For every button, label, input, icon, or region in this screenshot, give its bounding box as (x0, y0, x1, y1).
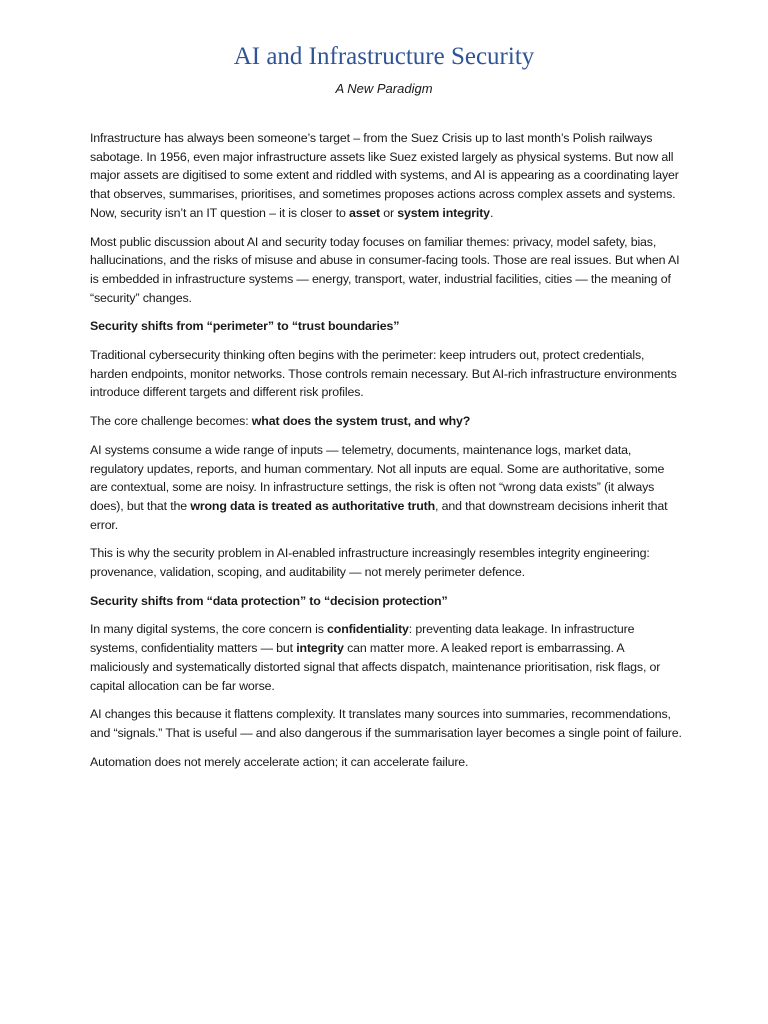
text-run: The core challenge becomes: (90, 414, 252, 429)
paragraph-integrity-engineering: This is why the security problem in AI-enabled infrastructure increasingly resembles integrity engineering: provenance, validation, scoping, and auditability — not merely perimeter defence. (90, 546, 650, 580)
bold-text: wrong data is treated as authoritative truth (190, 498, 436, 513)
paragraph-perimeter: Traditional cybersecurity thinking often begins with the perimeter: keep intruders out, protect credentials, harden endpoints, monitor networks. Those controls remain necessary. But AI-rich infrastructure environments introduce different targets and different risk profiles. (90, 348, 677, 400)
paragraph-public-discussion: Most public discussion about AI and security today focuses on familiar themes: privacy, model safety, bias, hallucinations, and the risks of misuse and abuse in consumer-facing tools. Those are real issues. But when AI is embedded in infrastructure systems — energy, transport, water, industrial facilities, cities — the meaning of “security” changes. (90, 234, 680, 305)
section-heading-trust-boundaries: Security shifts from “perimeter” to “trust boundaries” (90, 319, 400, 334)
text-run: AI systems consume a wide range of inputs — telemetry, documents, maintenance logs, market data, regulatory updates, reports, and human commentary. Not all inputs are equal. Some are authoritative, some are contextual, some are noisy. In infrastructure settings, the risk is often not “wrong data exists” (it always does), but that the (90, 442, 665, 513)
paragraph-confidentiality (90, 620, 682, 695)
bold-text: what does the system trust, and why? (251, 414, 471, 429)
text-run: Infrastructure has always been someone’s target – from the Suez Crisis up to last month’s Polish railways sabotage. In 1956, even major infrastructure assets like Suez existed largely as physical systems. But now all major assets are digitised to some extent and riddled with systems, and AI is appearing as a coordinating layer that observes, summarises, prioritises, and sometimes proposes actions across complex assets and systems. Now, security isn’t an IT question – it is closer to (90, 131, 679, 220)
text-run: : preventing data leakage. In infrastructure systems, confidentiality matters — but (90, 622, 635, 656)
text-run: can matter more. A leaked report is embarrassing. A maliciously and systematically distorted signal that affects dispatch, maintenance prioritisation, risk flags, or capital allocation can be far worse. (90, 641, 661, 693)
paragraph-core-challenge (90, 412, 682, 431)
text-run: In many digital systems, the core concern is (90, 622, 328, 637)
document-body (90, 129, 682, 781)
bold-text: system integrity (397, 205, 490, 220)
paragraph-automation: Automation does not merely accelerate action; it can accelerate failure. (90, 754, 469, 769)
document-title: AI and Infrastructure Security (233, 43, 535, 70)
bold-text: confidentiality (327, 622, 409, 637)
text-run: or (379, 205, 398, 220)
paragraph-inputs (90, 441, 682, 535)
paragraph-flattens-complexity: AI changes this because it flattens complexity. It translates many sources into summaries, recommendations, and “signals.” That is useful — and also dangerous if the summarisation layer becomes a single point of failure. (90, 707, 682, 740)
paragraph-intro (90, 129, 682, 223)
text-run: , and that downstream decisions inherit that error. (90, 498, 668, 532)
text-run: . (489, 205, 494, 220)
bold-text: asset (349, 205, 380, 220)
bold-text: integrity (296, 641, 344, 656)
section-heading-decision-protection: Security shifts from “data protection” to “decision protection” (90, 593, 448, 608)
document-subtitle: A New Paradigm (335, 81, 433, 96)
